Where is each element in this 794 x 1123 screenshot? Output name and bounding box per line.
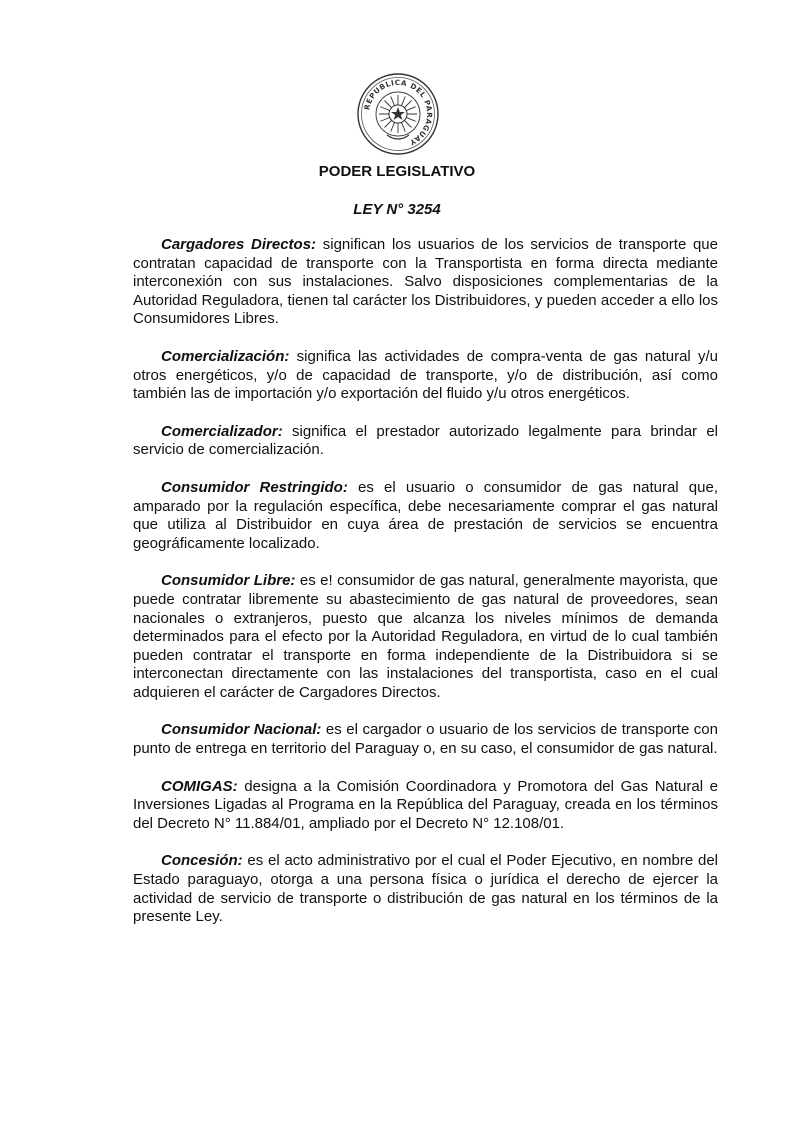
definition-term: Concesión:: [161, 852, 243, 870]
definition-term: COMIGAS:: [161, 777, 238, 795]
definition-term: Consumidor Restringido:: [161, 478, 348, 496]
definition-paragraph: [133, 852, 718, 926]
legislative-heading: [0, 163, 794, 180]
law-number: LEY N° 3254: [353, 201, 441, 218]
definition-paragraph: [133, 348, 718, 404]
law-number-heading: [0, 201, 794, 218]
definition-text: es e! consumidor de gas natural, generalmente mayorista, que puede contratar libremente su abastecimiento de gas natural de proveedores, sean nacionales o extranjeros, puesto que alcanza los niveles mínimos de demanda determinados para el efecto por la Autoridad Reguladora, en virtud de lo cual también pueden contratar el transporte en forma independiente de la Distribuidora si se interconectan directamente con las instalaciones del transportista, caso en el cual adquieren el carácter de Cargadores Directos.: [133, 572, 719, 701]
definition-term: Comercializador:: [161, 422, 283, 440]
definition-text: significan los usuarios de los servicios de transporte que contratan capacidad de transporte con la Transportista en forma directa mediante interconexión con sus instalaciones. Salvo disposiciones complementarias de la Autoridad Reguladora, tienen tal carácter los Distribuidores, y pueden acceder a ello los Consumidores Libres.: [133, 236, 718, 328]
definition-text: significa el prestador autorizado legalmente para brindar el servicio de comercialización.: [133, 422, 718, 459]
definition-text: designa a la Comisión Coordinadora y Promotora del Gas Natural e Inversiones Ligadas al Programa en la República del Paraguay, creada en los términos del Decreto N° 11.884/01, ampliado por el Decreto N° 12.108/01.: [133, 777, 718, 832]
definition-term: Consumidor Nacional:: [161, 721, 322, 739]
definition-paragraph: [133, 721, 718, 758]
definition-text: significa las actividades de compra-venta de gas natural y/u otros energéticos, y/o de capacidad de transporte, y/o de distribución, así como también las de importación y/o exportación del fluido y/u otros energéticos.: [133, 347, 718, 403]
definition-term: Comercialización:: [161, 347, 290, 365]
definition-paragraph: [133, 479, 718, 553]
heading-title: PODER LEGISLATIVO: [318, 163, 476, 180]
definition-paragraph: [133, 778, 718, 834]
republic-seal-icon: [357, 73, 439, 155]
definition-term: Consumidor Libre:: [161, 572, 296, 590]
svg-text:REPUBLICA DEL PARAGUAY: REPUBLICA DEL PARAGUAY: [362, 77, 435, 148]
definitions-list: [133, 236, 718, 946]
definition-text: es el usuario o consumidor de gas natural que, amparado por la regulación específica, debe necesariamente comprar el gas natural que utiliza al Distribuidor en cuya área de prestación de servicios se encuentra geográficamente localizado.: [133, 478, 718, 552]
definition-paragraph: [133, 236, 718, 329]
definition-text: es el acto administrativo por el cual el Poder Ejecutivo, en nombre del Estado paraguayo, otorga a una persona física o jurídica el derecho de ejercer la actividad de servicio de transporte o distribución de gas natural en los términos de la presente Ley.: [133, 852, 718, 926]
definition-paragraph: [133, 572, 718, 702]
definition-paragraph: [133, 423, 718, 460]
definition-term: Cargadores Directos:: [161, 236, 317, 253]
definition-text: es el cargador o usuario de los servicios de transporte con punto de entrega en territorio del Paraguay o, en su caso, el consumidor de gas natural.: [133, 721, 718, 758]
